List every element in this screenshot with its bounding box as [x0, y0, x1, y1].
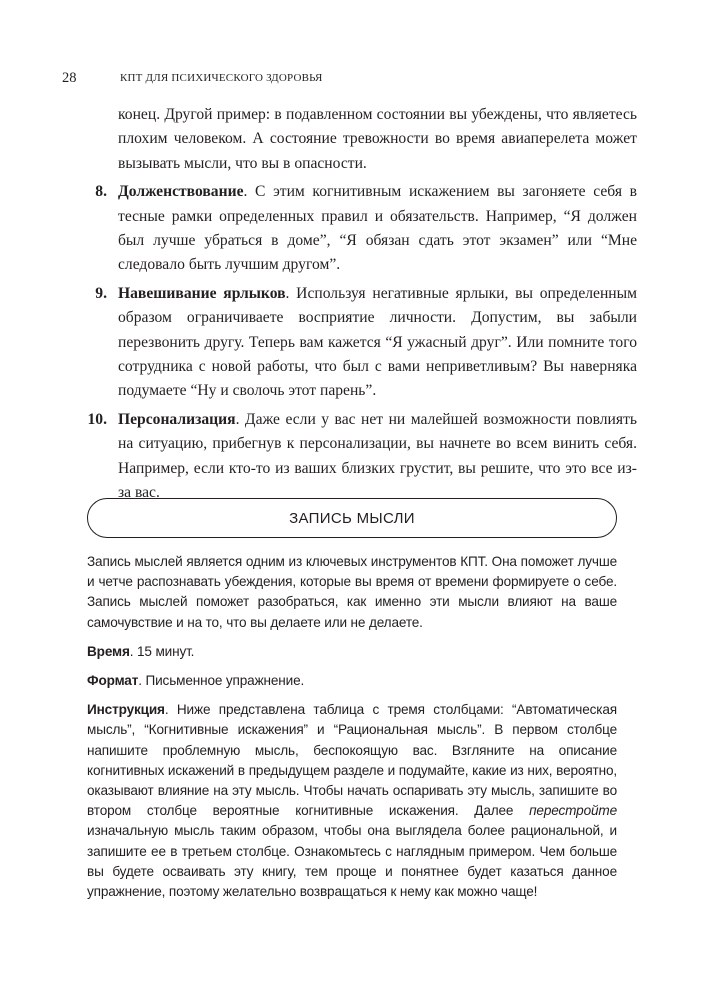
section-title-box — [87, 498, 617, 538]
running-head: КПТ ДЛЯ ПСИХИЧЕСКОГО ЗДОРОВЬЯ — [120, 72, 323, 84]
time-paragraph — [87, 642, 617, 662]
format-label: Формат — [87, 673, 139, 689]
list-item-number: 10. — [87, 410, 107, 428]
list-item — [82, 408, 637, 506]
intro-paragraph: Запись мыслей является одним из ключевых инструментов КПТ. Она поможет лучше и четче распознавать убеждения, которые вы время от времени формируете о себе. Запись мыслей поможет разобраться, как именно эти мысли влияют на ваше самочувствие и на то, что вы делаете или не делаете. — [87, 554, 617, 630]
list-item-term: Персонализация — [118, 410, 236, 428]
instruction-text-after: изначальную мысль таким образом, чтобы она выглядела более рациональной, и запишите ее в третьем столбце. Ознакомьтесь с наглядным примером. Чем больше вы будете осваивать эту книгу, тем проще и понятнее будет казаться данное упражнение, поэтому желательно возвращаться к нему как можно чаще! — [87, 823, 617, 900]
time-label: Время — [87, 643, 130, 659]
list-item-number: 8. — [95, 183, 107, 201]
exercise-description — [87, 552, 617, 911]
list-item-term: Навешивание ярлыков — [118, 284, 286, 302]
cognitive-distortions-list — [82, 103, 637, 506]
instruction-label: Инструкция — [87, 702, 165, 718]
instruction-emphasis: перестройте — [529, 803, 617, 819]
instruction-text-before: . Ниже представлена таблица с тремя столбцами: “Автоматическая мысль”, “Когнитивные искажения” и “Рациональная мысль”. В первом столбце напишите проблемную мысль, беспокоящую вас. Взгляните на описание когнитивных искажений в предыдущем разделе и подумайте, какие из них, вероятно, оказывают влияние на эту мысль. Чтобы начать оспаривать эту мысль, запишите во втором столбце вероятные когнитивные искажения. Далее — [87, 702, 617, 819]
page-header — [62, 70, 643, 90]
list-item-text: . Используя негативные ярлыки, вы определенным образом ограничиваете восприятие личности. Допустим, вы забыли перезвонить другу. Теперь вам кажется “Я ужасный друг”. Или помните того сотрудника с новой работы, что был с вами неприветливым? Вы наверняка подумаете “Ну и сволочь этот парень”. — [118, 284, 637, 400]
list-item-term: Долженствование — [118, 183, 244, 201]
list-item-number: 9. — [95, 284, 107, 302]
list-item — [82, 282, 637, 404]
time-value: . 15 минут. — [129, 643, 195, 659]
continued-paragraph: конец. Другой пример: в подавленном состоянии вы убеждены, что являетесь плохим человеком. А состояние тревожности во время авиаперелета может вызывать мысли, что вы в опасности. — [118, 106, 637, 172]
page-number: 28 — [62, 70, 77, 86]
format-paragraph — [87, 671, 617, 691]
list-item-text: . Даже если у вас нет ни малейшей возможности повлиять на ситуацию, прибегнув к персонализации, вы начнете во всем винить себя. Например, если кто-то из ваших близких грустит, вы решите, что это все из-за вас. — [118, 410, 637, 502]
list-item — [82, 180, 637, 278]
format-value: . Письменное упражнение. — [138, 673, 305, 689]
section-title: ЗАПИСЬ МЫСЛИ — [289, 509, 415, 527]
instruction-paragraph — [87, 700, 617, 902]
list-item-text: . С этим когнитивным искажением вы загоняете себя в тесные рамки определенных правил и обязательств. Например, “Я должен был лучше убраться в доме”, “Я обязан сдать этот экзамен” или “Мне следовало быть лучшим другом”. — [118, 183, 637, 274]
